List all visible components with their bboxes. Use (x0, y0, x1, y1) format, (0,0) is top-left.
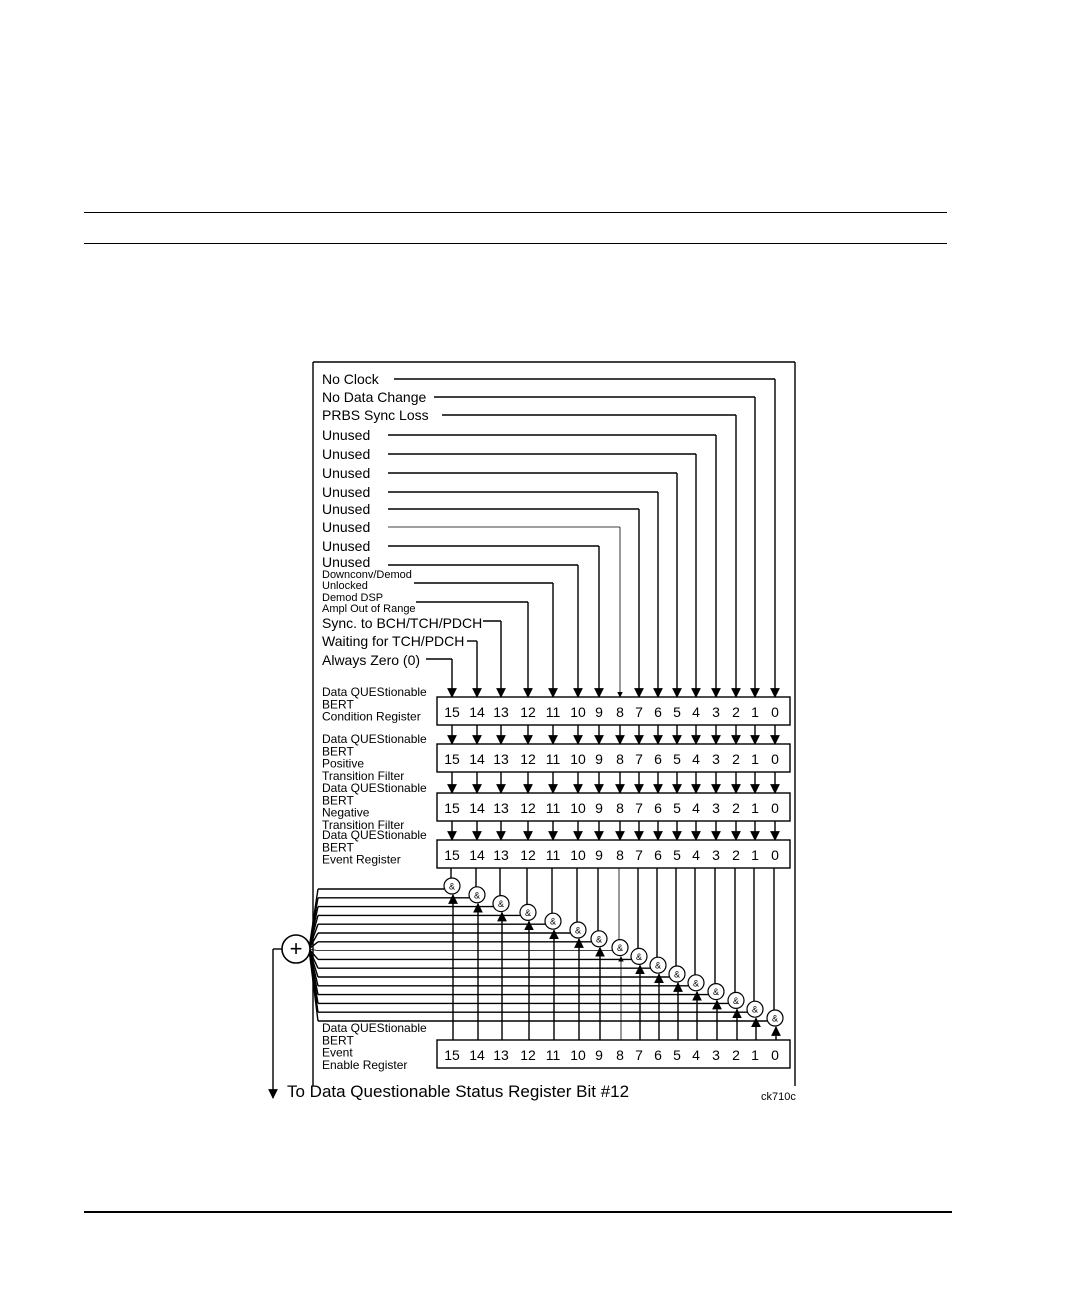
register-event-enable-bit-3: 3 (712, 1047, 720, 1063)
register-event-enable-bit-8: 8 (616, 1047, 624, 1063)
register-positive-transition-bit-7: 7 (635, 751, 643, 767)
register-positive-transition-bit-5: 5 (673, 751, 681, 767)
register-positive-transition-bit-6: 6 (654, 751, 662, 767)
register-event-enable-bit-13: 13 (493, 1047, 509, 1063)
register-event-enable-bit-5: 5 (673, 1047, 681, 1063)
bit-13-label: Sync. to BCH/TCH/PDCH (322, 615, 483, 631)
register-condition-bit-8: 8 (616, 704, 624, 720)
register-negative-transition-label-line-1: Data QUEStionable (322, 781, 427, 795)
register-event-enable-bit-14: 14 (469, 1047, 485, 1063)
and-gate-symbol-bit-14: & (473, 890, 481, 901)
bit-1-label: No Data Change (322, 389, 427, 405)
register-event-bit-2: 2 (732, 847, 740, 863)
register-event-enable-bit-1: 1 (751, 1047, 759, 1063)
register-condition-bit-15: 15 (444, 704, 460, 720)
register-event-enable-bit-9: 9 (595, 1047, 603, 1063)
register-condition-label-line-3: Condition Register (322, 709, 421, 724)
register-negative-transition-bit-15: 15 (444, 800, 460, 816)
register-condition-bit-1: 1 (751, 704, 759, 720)
register-condition-bit-13: 13 (493, 704, 509, 720)
and-gate-symbol-bit-3: & (712, 987, 720, 998)
register-negative-transition-bit-11: 11 (545, 800, 561, 816)
register-negative-transition-bit-8: 8 (616, 800, 624, 816)
and-gate-symbol-bit-0: & (771, 1013, 779, 1024)
and-gate-symbol-bit-7: & (635, 951, 643, 962)
register-event-bit-11: 11 (545, 847, 561, 863)
bit-8-label: Unused (322, 519, 371, 535)
register-condition-bit-11: 11 (545, 704, 561, 720)
and-gate-symbol-bit-10: & (574, 925, 582, 936)
and-gate-symbol-bit-12: & (524, 907, 532, 918)
register-positive-transition-bit-0: 0 (771, 751, 779, 767)
register-negative-transition-label-line-3: Negative (322, 805, 370, 820)
register-event-bit-10: 10 (570, 847, 586, 863)
register-negative-transition-bit-5: 5 (673, 800, 681, 816)
register-condition-bit-5: 5 (673, 704, 681, 720)
bit-2-label: PRBS Sync Loss (322, 407, 429, 423)
register-negative-transition-label-line-4: Transition Filter (322, 817, 405, 832)
register-event-enable-label-line-1: Data QUEStionable (322, 1021, 427, 1035)
bit-7-label: Unused (322, 501, 371, 517)
register-positive-transition-bit-4: 4 (692, 751, 700, 767)
register-negative-transition-bit-9: 9 (595, 800, 603, 816)
register-event-enable-bit-2: 2 (732, 1047, 740, 1063)
register-negative-transition-bit-13: 13 (493, 800, 509, 816)
register-event-enable-bit-11: 11 (545, 1047, 561, 1063)
register-positive-transition-bit-8: 8 (616, 751, 624, 767)
register-condition-bit-9: 9 (595, 704, 603, 720)
register-positive-transition-bit-9: 9 (595, 751, 603, 767)
register-event-label-line-2: BERT (322, 840, 354, 855)
register-positive-transition-bit-3: 3 (712, 751, 720, 767)
register-negative-transition-bit-7: 7 (635, 800, 643, 816)
register-negative-transition-label-line-2: BERT (322, 793, 354, 808)
register-event-bit-4: 4 (692, 847, 700, 863)
register-event-bit-6: 6 (654, 847, 662, 863)
figure-id-label: ck710c (761, 1091, 796, 1103)
summary-or-symbol: + (289, 936, 303, 961)
register-event-enable-bit-0: 0 (771, 1047, 779, 1063)
register-positive-transition-bit-15: 15 (444, 751, 460, 767)
register-event-bit-5: 5 (673, 847, 681, 863)
register-positive-transition-bit-10: 10 (570, 751, 586, 767)
register-event-bit-9: 9 (595, 847, 603, 863)
bit-12-label-line-2: Ampl Out of Range (322, 603, 416, 615)
bit-9-label: Unused (322, 538, 371, 554)
register-negative-transition-bit-14: 14 (469, 800, 485, 816)
bit-11-label-line-2: Unlocked (322, 580, 368, 592)
and-gate-symbol-bit-4: & (692, 978, 700, 989)
register-condition-bit-7: 7 (635, 704, 643, 720)
register-event-bit-12: 12 (520, 847, 536, 863)
bit-12-label-line-1: Demod DSP (322, 592, 384, 604)
and-gate-symbol-bit-9: & (595, 934, 603, 945)
register-event-bit-15: 15 (444, 847, 460, 863)
register-condition-bit-4: 4 (692, 704, 700, 720)
and-gate-symbol-bit-6: & (654, 960, 662, 971)
and-gate-symbol-bit-1: & (751, 1004, 759, 1015)
register-condition-label-line-1: Data QUEStionable (322, 685, 427, 699)
bit-14-label: Waiting for TCH/PDCH (322, 633, 465, 649)
register-negative-transition-bit-1: 1 (751, 800, 759, 816)
register-condition-bit-10: 10 (570, 704, 586, 720)
register-condition-bit-12: 12 (520, 704, 536, 720)
register-negative-transition-bit-10: 10 (570, 800, 586, 816)
register-event-enable-bit-6: 6 (654, 1047, 662, 1063)
register-positive-transition-bit-11: 11 (545, 751, 561, 767)
register-positive-transition-bit-14: 14 (469, 751, 485, 767)
register-event-bit-7: 7 (635, 847, 643, 863)
register-event-enable-bit-7: 7 (635, 1047, 643, 1063)
register-event-bit-0: 0 (771, 847, 779, 863)
and-gate-symbol-bit-5: & (673, 969, 681, 980)
register-event-bit-8: 8 (616, 847, 624, 863)
register-positive-transition-bit-2: 2 (732, 751, 740, 767)
register-event-bit-1: 1 (751, 847, 759, 863)
register-negative-transition-bit-2: 2 (732, 800, 740, 816)
register-condition-bit-3: 3 (712, 704, 720, 720)
bit-10-label: Unused (322, 554, 371, 570)
register-event-bit-14: 14 (469, 847, 485, 863)
register-event-label-line-1: Data QUEStionable (322, 828, 427, 842)
register-event-enable-bit-4: 4 (692, 1047, 700, 1063)
register-positive-transition-label-line-2: BERT (322, 744, 354, 759)
register-condition-bit-2: 2 (732, 704, 740, 720)
bit-3-label: Unused (322, 427, 371, 443)
output-destination-label: To Data Questionable Status Register Bit #12 (287, 1082, 630, 1101)
register-positive-transition-label-line-4: Transition Filter (322, 768, 405, 783)
register-negative-transition-bit-6: 6 (654, 800, 662, 816)
register-positive-transition-bit-12: 12 (520, 751, 536, 767)
bit-6-label: Unused (322, 484, 371, 500)
bit-4-label: Unused (322, 446, 371, 462)
and-gate-symbol-bit-8: & (616, 943, 624, 954)
and-gate-symbol-bit-11: & (549, 916, 557, 927)
register-event-label-line-3: Event Register (322, 852, 401, 867)
register-event-enable-label-line-2: BERT (322, 1033, 354, 1048)
bit-0-label: No Clock (322, 371, 379, 387)
register-positive-transition-label-line-3: Positive (322, 756, 365, 771)
register-condition-bit-6: 6 (654, 704, 662, 720)
register-condition-label-line-2: BERT (322, 697, 354, 712)
bit-11-label-line-1: Downconv/Demod (322, 569, 412, 581)
and-gate-symbol-bit-2: & (732, 995, 740, 1006)
bit-5-label: Unused (322, 465, 371, 481)
register-event-enable-bit-12: 12 (520, 1047, 536, 1063)
register-event-bit-13: 13 (493, 847, 509, 863)
register-negative-transition-bit-4: 4 (692, 800, 700, 816)
register-event-enable-label-line-3: Event (322, 1045, 353, 1060)
register-event-bit-3: 3 (712, 847, 720, 863)
register-event-enable-bit-15: 15 (444, 1047, 460, 1063)
register-positive-transition-bit-1: 1 (751, 751, 759, 767)
register-negative-transition-bit-0: 0 (771, 800, 779, 816)
register-positive-transition-label-line-1: Data QUEStionable (322, 732, 427, 746)
and-gate-symbol-bit-13: & (497, 899, 505, 910)
register-event-enable-bit-10: 10 (570, 1047, 586, 1063)
register-negative-transition-bit-12: 12 (520, 800, 536, 816)
bit-15-label: Always Zero (0) (322, 652, 421, 668)
register-positive-transition-bit-13: 13 (493, 751, 509, 767)
register-negative-transition-bit-3: 3 (712, 800, 720, 816)
register-condition-bit-14: 14 (469, 704, 485, 720)
register-event-enable-label-line-4: Enable Register (322, 1057, 408, 1072)
and-gate-symbol-bit-15: & (448, 881, 456, 892)
register-condition-bit-0: 0 (771, 704, 779, 720)
